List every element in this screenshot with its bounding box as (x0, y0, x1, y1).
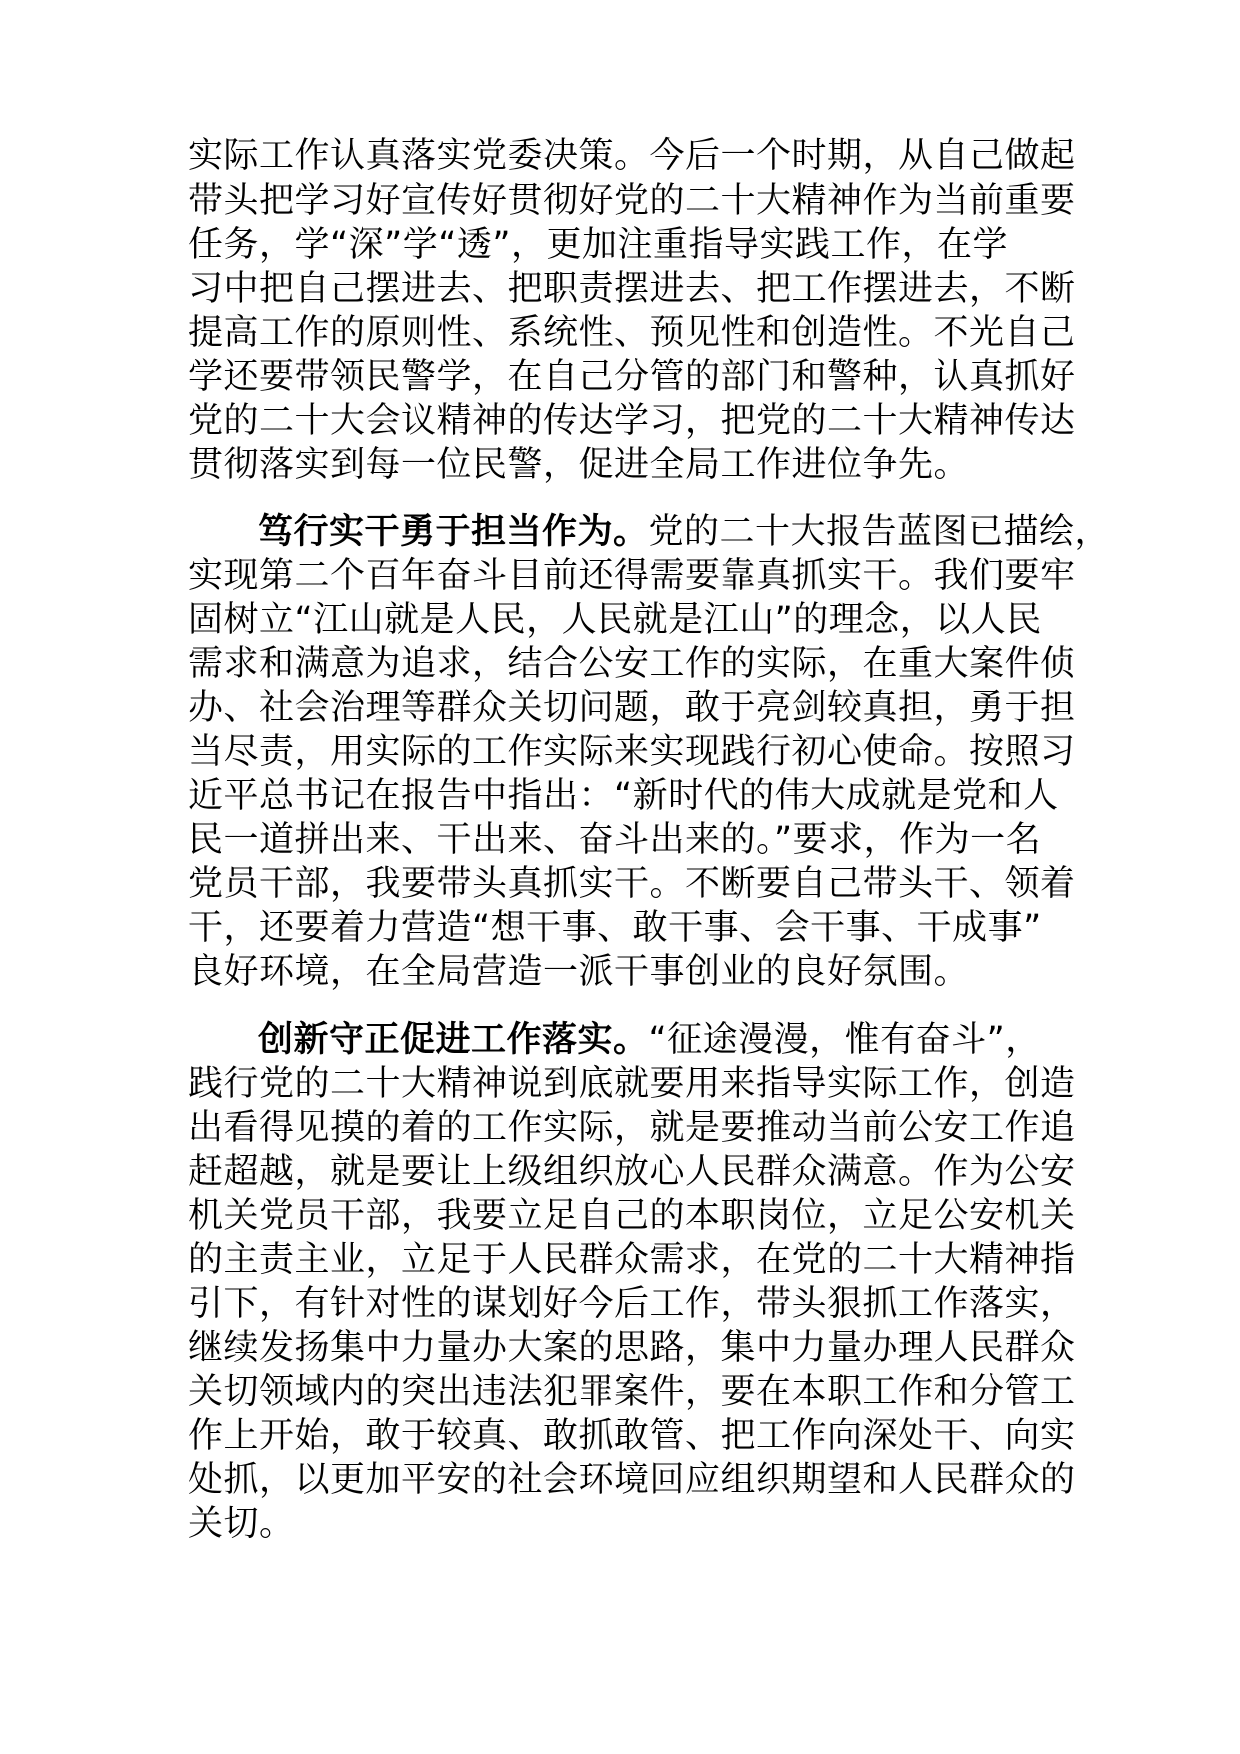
paragraph-2-line-5: 办、社会治理等群众关切问题，敢于亮剑较真担，勇于担 (188, 688, 1076, 728)
paragraph-1-line-6: 学还要带领民警学，在自己分管的部门和警种，认真抓好 (188, 357, 1076, 397)
paragraph-1-line-7: 党的二十大会议精神的传达学习，把党的二十大精神传达 (188, 401, 1076, 441)
paragraph-3-line-10: 作上开始，敢于较真、敢抓敢管、把工作向深处干、向实 (188, 1416, 1076, 1456)
paragraph-2-line-8: 民一道拼出来、干出来、奋斗出来的。”要求，作为一名 (188, 820, 1042, 860)
paragraph-1-line-2: 带头把学习好宣传好贯彻好党的二十大精神作为当前重要 (188, 181, 1076, 221)
paragraph-3-line-1-text: “征途漫漫，惟有奋斗”， (648, 1020, 1041, 1060)
paragraph-3-line-6: 的主责主业，立足于人民群众需求，在党的二十大精神指 (188, 1240, 1076, 1280)
paragraph-2-line-9: 党员干部，我要带头真抓实干。不断要自己带头干、领着 (188, 864, 1076, 904)
paragraph-3-line-4: 赶超越，就是要让上级组织放心人民群众满意。作为公安 (188, 1152, 1076, 1192)
paragraph-1-line-8: 贯彻落实到每一位民警，促进全局工作进位争先。 (188, 445, 970, 485)
paragraph-3-line-12: 关切。 (188, 1504, 295, 1544)
paragraph-1-line-3: 任务，学“深”学“透”，更加注重指导实践工作，在学 (188, 225, 1009, 265)
paragraph-1-line-5: 提高工作的原则性、系统性、预见性和创造性。不光自己 (188, 313, 1076, 353)
paragraph-3-line-8: 继续发扬集中力量办大案的思路，集中力量办理人民群众 (188, 1328, 1076, 1368)
paragraph-3-line-3: 出看得见摸的着的工作实际，就是要推动当前公安工作追 (188, 1108, 1076, 1148)
paragraph-2-line-7: 近平总书记在报告中指出：“新时代的伟大成就是党和人 (188, 776, 1059, 816)
paragraph-3-line-5: 机关党员干部，我要立足自己的本职岗位，立足公安机关 (188, 1196, 1076, 1236)
paragraph-2-line-6: 当尽责，用实际的工作实际来实现践行初心使命。按照习 (188, 732, 1076, 772)
paragraph-3-line-1 (258, 1017, 1138, 1063)
paragraph-3-line-2: 践行党的二十大精神说到底就要用来指导实际工作，创造 (188, 1064, 1076, 1104)
paragraph-3-line-9: 关切领域内的突出违法犯罪案件，要在本职工作和分管工 (188, 1372, 1076, 1412)
paragraph-3-line-11: 处抓，以更加平安的社会环境回应组织期望和人民群众的 (188, 1460, 1076, 1500)
paragraph-2-line-1-text: 党的二十大报告蓝图已描绘， (648, 512, 1111, 552)
paragraph-2-line-11: 良好环境，在全局营造一派干事创业的良好氛围。 (188, 952, 970, 992)
paragraph-2-line-4: 需求和满意为追求，结合公安工作的实际，在重大案件侦 (188, 644, 1076, 684)
paragraph-2-line-2: 实现第二个百年奋斗目前还得需要靠真抓实干。我们要牢 (188, 556, 1076, 596)
paragraph-1-line-4: 习中把自己摆进去、把职责摆进去、把工作摆进去，不断 (188, 269, 1076, 309)
paragraph-2-line-10: 干，还要着力营造“想干事、敢干事、会干事、干成事” (188, 908, 1042, 948)
paragraph-2-line-1 (258, 509, 1138, 555)
section-heading-innovation: 创新守正促进工作落实。 (258, 1020, 649, 1060)
section-heading-action: 笃行实干勇于担当作为。 (258, 512, 649, 552)
paragraph-1-line-1: 实际工作认真落实党委决策。今后一个时期，从自己做起 (188, 136, 1076, 176)
paragraph-3-line-7: 引下，有针对性的谋划好今后工作，带头狠抓工作落实， (188, 1284, 1076, 1324)
paragraph-2-line-3: 固树立“江山就是人民，人民就是江山”的理念，以人民 (188, 600, 1042, 640)
